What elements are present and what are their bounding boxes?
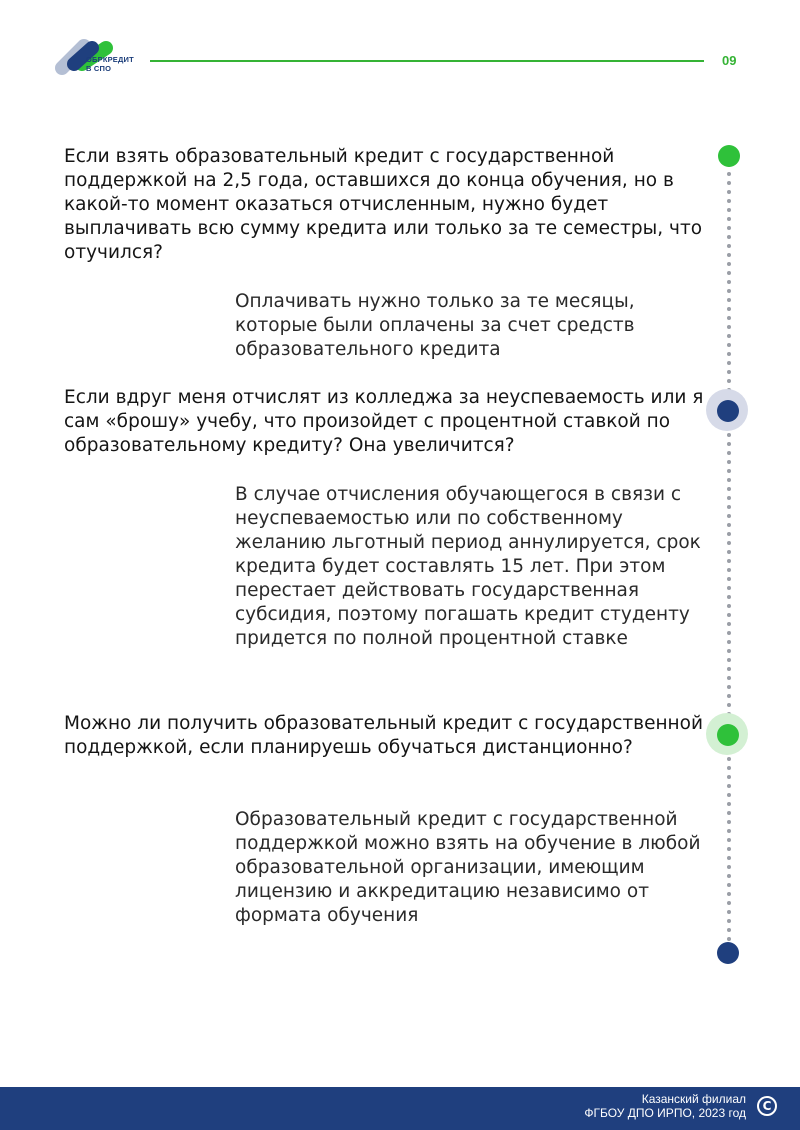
timeline-dot xyxy=(727,874,731,878)
timeline-dot xyxy=(727,703,731,707)
timeline-dot xyxy=(727,325,731,329)
timeline-dot xyxy=(727,937,731,941)
timeline-dot xyxy=(727,910,731,914)
timeline-dot xyxy=(727,613,731,617)
copyright-icon: C xyxy=(757,1096,777,1116)
timeline-dot xyxy=(727,883,731,887)
timeline-dot xyxy=(727,505,731,509)
answer-1: Оплачивать нужно только за те месяцы, которые были оплачены за счет средств образовательного кредита xyxy=(235,291,635,360)
footer-line-2: ФГБОУ ДПО ИРПО, 2023 год xyxy=(584,1106,746,1120)
timeline-dot xyxy=(727,622,731,626)
timeline-node-navy-end xyxy=(717,942,739,964)
timeline-dot xyxy=(727,307,731,311)
timeline-dot xyxy=(727,667,731,671)
timeline-dot xyxy=(727,694,731,698)
timeline-dot xyxy=(727,595,731,599)
timeline-dotted-line xyxy=(727,163,731,953)
timeline-dot xyxy=(727,514,731,518)
timeline-dot xyxy=(727,820,731,824)
timeline-dot xyxy=(727,370,731,374)
timeline-dot xyxy=(727,208,731,212)
timeline-dot xyxy=(727,433,731,437)
timeline-dot xyxy=(727,352,731,356)
timeline-dot xyxy=(727,685,731,689)
logo-line-2: В СПО xyxy=(86,64,112,73)
timeline-dot xyxy=(727,244,731,248)
timeline-dot xyxy=(727,190,731,194)
timeline-dot xyxy=(727,280,731,284)
timeline-dot xyxy=(727,811,731,815)
timeline-dot xyxy=(727,181,731,185)
question-3: Можно ли получить образовательный кредит с государственной поддержкой, если планируешь обучаться дистанционно? xyxy=(64,713,703,758)
footer-bar xyxy=(0,1087,800,1130)
timeline-dot xyxy=(727,289,731,293)
timeline-dot xyxy=(727,478,731,482)
timeline-dot xyxy=(727,451,731,455)
timeline-dot xyxy=(727,460,731,464)
answer-3: Образовательный кредит с государственной поддержкой можно взять на обучение в любой образовательной организации, имеющим лицензию и аккредитацию независимо от формата обучения xyxy=(235,809,701,926)
timeline-node-green-2 xyxy=(717,724,739,746)
timeline-dot xyxy=(727,928,731,932)
timeline-dot xyxy=(727,442,731,446)
timeline-node-green xyxy=(718,145,740,167)
timeline-dot xyxy=(727,919,731,923)
answer-2: В случае отчисления обучающегося в связи с неуспеваемостью или по собственному желанию льготный период аннулируется, срок кредита будет составлять 15 лет. При этом перестает действовать государственная субсидия, поэтому погашать кредит студенту придется по полной процентной ставке xyxy=(235,484,701,649)
timeline-dot xyxy=(727,847,731,851)
timeline-dot xyxy=(727,262,731,266)
timeline-dot xyxy=(727,640,731,644)
timeline-dot xyxy=(727,298,731,302)
timeline-dot xyxy=(727,217,731,221)
timeline-dot xyxy=(727,784,731,788)
timeline-dot xyxy=(727,550,731,554)
timeline-dot xyxy=(727,649,731,653)
timeline-dot xyxy=(727,541,731,545)
timeline-dot xyxy=(727,379,731,383)
timeline-dot xyxy=(727,856,731,860)
footer-line-1: Казанский филиал xyxy=(641,1092,746,1106)
question-2: Если вдруг меня отчислят из колледжа за неуспеваемость или я сам «брошу» учебу, что произойдет с процентной ставкой по образовательному кредиту? Она увеличится? xyxy=(64,387,704,456)
timeline-dot xyxy=(727,838,731,842)
timeline-dot xyxy=(727,253,731,257)
timeline-dot xyxy=(727,496,731,500)
timeline-dot xyxy=(727,523,731,527)
timeline-dot xyxy=(727,631,731,635)
page-number: 09 xyxy=(722,53,737,68)
timeline-dot xyxy=(727,604,731,608)
header-divider xyxy=(150,60,704,62)
timeline-dot xyxy=(727,532,731,536)
timeline-dot xyxy=(727,586,731,590)
timeline-dot xyxy=(727,577,731,581)
logo-text xyxy=(86,55,134,73)
timeline-dot xyxy=(727,892,731,896)
timeline-dot xyxy=(727,172,731,176)
question-1: Если взять образовательный кредит с государственной поддержкой на 2,5 года, оставшихся до конца обучения, но в какой-то момент оказаться отчисленным, нужно будет выплачивать всю сумму кредита или только за те семестры, что отучился? xyxy=(64,146,703,263)
timeline-dot xyxy=(727,568,731,572)
timeline-dot xyxy=(727,334,731,338)
timeline-dot xyxy=(727,658,731,662)
timeline-dot xyxy=(727,802,731,806)
footer-text xyxy=(584,1092,746,1120)
timeline-dot xyxy=(727,793,731,797)
timeline-dot xyxy=(727,343,731,347)
timeline-dot xyxy=(727,226,731,230)
timeline-dot xyxy=(727,469,731,473)
timeline-dot xyxy=(727,865,731,869)
timeline-node-navy xyxy=(717,400,739,422)
timeline-dot xyxy=(727,901,731,905)
timeline-dot xyxy=(727,676,731,680)
timeline-dot xyxy=(727,361,731,365)
timeline-dot xyxy=(727,487,731,491)
timeline-dot xyxy=(727,235,731,239)
logo-line-1: ОБРКРЕДИТ xyxy=(86,55,134,64)
timeline-dot xyxy=(727,316,731,320)
timeline-dot xyxy=(727,766,731,770)
timeline-dot xyxy=(727,559,731,563)
timeline-dot xyxy=(727,757,731,761)
timeline-dot xyxy=(727,271,731,275)
timeline-dot xyxy=(727,829,731,833)
timeline-dot xyxy=(727,775,731,779)
timeline-dot xyxy=(727,199,731,203)
